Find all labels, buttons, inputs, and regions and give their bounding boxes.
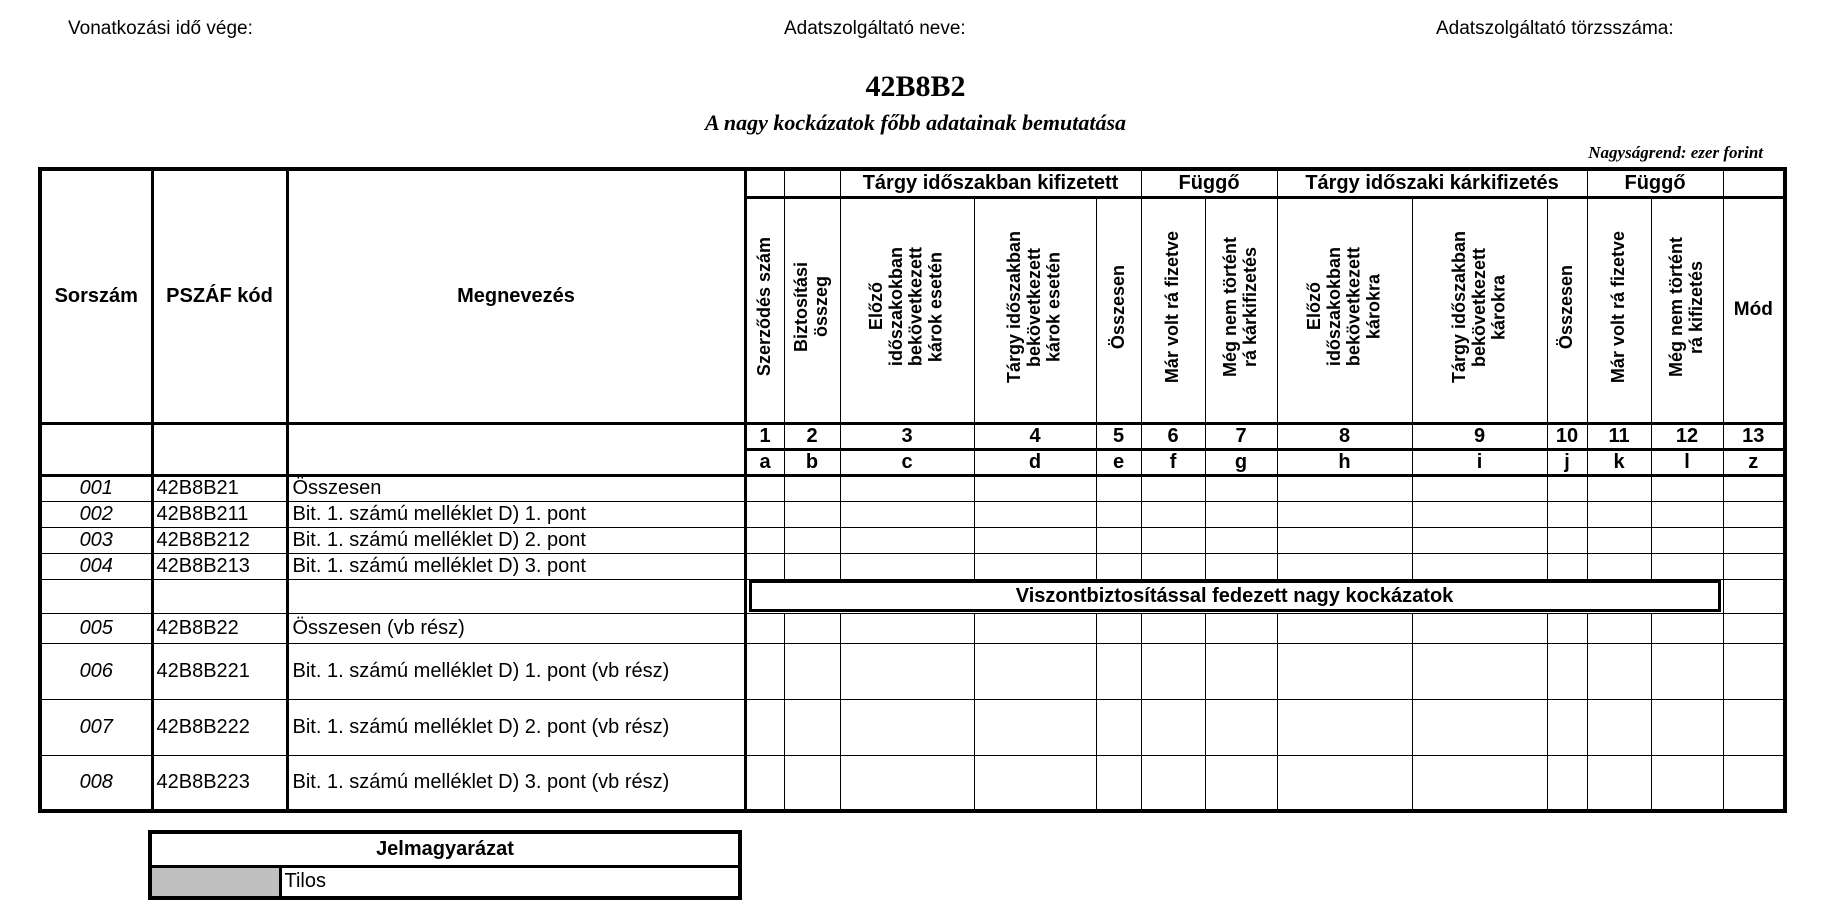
col-letter-3: c (840, 449, 974, 475)
data-cell[interactable] (840, 527, 974, 553)
col-label-12: Még nem történt rá kifizetés (1666, 236, 1707, 377)
col-letter-13: z (1723, 449, 1785, 475)
banner-row (40, 579, 1785, 613)
data-cell[interactable] (1412, 613, 1547, 643)
data-cell[interactable] (1141, 643, 1205, 699)
data-cell[interactable] (1651, 643, 1723, 699)
table-row (40, 475, 1785, 501)
data-cell[interactable] (1205, 643, 1277, 699)
data-cell[interactable] (1096, 613, 1141, 643)
data-cell[interactable] (840, 699, 974, 755)
data-cell[interactable] (1096, 501, 1141, 527)
banner-spacer-megnevezes (287, 579, 745, 613)
data-cell[interactable] (1547, 553, 1587, 579)
col-number-6: 6 (1141, 423, 1205, 449)
data-cell[interactable] (1412, 755, 1547, 811)
data-cell[interactable] (1205, 755, 1277, 811)
data-cell[interactable] (1547, 699, 1587, 755)
data-cell[interactable] (1651, 553, 1723, 579)
data-cell[interactable] (1141, 475, 1205, 501)
spacer-sorszam (40, 423, 152, 475)
data-cell[interactable] (840, 475, 974, 501)
data-cell[interactable] (1141, 501, 1205, 527)
col-number-8: 8 (1277, 423, 1412, 449)
col-number-4: 4 (974, 423, 1096, 449)
data-cell[interactable] (1205, 527, 1277, 553)
data-cell[interactable] (1723, 553, 1785, 579)
col-header-7 (1205, 197, 1277, 423)
header-sorszam: Sorszám (40, 169, 152, 423)
data-cell[interactable] (1723, 501, 1785, 527)
row-pszaf-kod: 42B8B21 (152, 475, 287, 501)
data-cell[interactable] (840, 501, 974, 527)
data-cell[interactable] (1141, 755, 1205, 811)
data-cell[interactable] (1651, 475, 1723, 501)
data-cell[interactable] (745, 527, 784, 553)
col-header-1 (745, 197, 784, 423)
col-header-5 (1096, 197, 1141, 423)
data-cell[interactable] (974, 475, 1096, 501)
col-header-13: Mód (1723, 197, 1785, 423)
col-letter-6: f (1141, 449, 1205, 475)
row-megnevezes: Összesen (vb rész) (287, 613, 745, 643)
provider-id-label: Adatszolgáltató törzsszáma: (1436, 18, 1674, 39)
unit-note: Nagyságrend: ezer forint (1588, 143, 1763, 162)
col-label-7: Még nem történt rá kárkifizetés (1220, 236, 1261, 377)
col-letter-2: b (784, 449, 840, 475)
col-label-5: Összesen (1107, 264, 1128, 350)
data-cell[interactable] (974, 613, 1096, 643)
group-empty-1 (745, 169, 784, 197)
data-cell[interactable] (1277, 553, 1412, 579)
row-sorszam: 007 (40, 699, 152, 755)
group-claims-in-period: Tárgy időszaki kárkifizetés (1277, 169, 1587, 197)
data-cell[interactable] (1096, 643, 1141, 699)
data-cell[interactable] (1547, 613, 1587, 643)
data-cell[interactable] (1547, 643, 1587, 699)
col-label-9: Tárgy időszakban bekövetkezett károkra (1448, 230, 1509, 384)
col-letter-10: j (1547, 449, 1587, 475)
data-cell[interactable] (745, 643, 784, 699)
spacer-megnevezes (287, 423, 745, 475)
data-cell[interactable] (1277, 475, 1412, 501)
data-cell[interactable] (745, 755, 784, 811)
legend-title: Jelmagyarázat (150, 832, 740, 866)
col-number-11: 11 (1587, 423, 1651, 449)
data-cell[interactable] (1723, 527, 1785, 553)
col-number-12: 12 (1651, 423, 1723, 449)
data-cell[interactable] (784, 501, 840, 527)
data-cell[interactable] (1723, 699, 1785, 755)
col-letter-11: k (1587, 449, 1651, 475)
col-letter-9: i (1412, 449, 1547, 475)
col-number-2: 2 (784, 423, 840, 449)
row-pszaf-kod: 42B8B222 (152, 699, 287, 755)
row-pszaf-kod: 42B8B213 (152, 553, 287, 579)
provider-name-label: Adatszolgáltató neve: (784, 18, 966, 39)
row-sorszam: 003 (40, 527, 152, 553)
col-header-2 (784, 197, 840, 423)
data-cell[interactable] (1277, 755, 1412, 811)
col-label-3: Előző időszakokban bekövetkezett károk esetén (866, 247, 946, 367)
data-cell[interactable] (974, 699, 1096, 755)
group-pending-2: Függő (1587, 169, 1723, 197)
row-megnevezes: Bit. 1. számú melléklet D) 1. pont (vb rész) (287, 643, 745, 699)
row-sorszam: 002 (40, 501, 152, 527)
data-cell[interactable] (974, 643, 1096, 699)
data-cell[interactable] (1412, 643, 1547, 699)
data-cell[interactable] (1096, 527, 1141, 553)
col-number-9: 9 (1412, 423, 1547, 449)
row-sorszam: 001 (40, 475, 152, 501)
col-letter-4: d (974, 449, 1096, 475)
data-cell[interactable] (974, 501, 1096, 527)
legend-label-forbidden: Tilos (280, 866, 740, 898)
col-header-8 (1277, 197, 1412, 423)
header-megnevezes: Megnevezés (287, 169, 745, 423)
group-empty-2 (784, 169, 840, 197)
data-cell[interactable] (1587, 613, 1651, 643)
period-end-label: Vonatkozási idő vége: (68, 18, 253, 39)
data-cell[interactable] (1412, 527, 1547, 553)
header-pszaf-kod: PSZÁF kód (152, 169, 287, 423)
table-row (40, 755, 1785, 811)
data-cell[interactable] (1547, 475, 1587, 501)
banner-spacer-pszaf (152, 579, 287, 613)
data-table (38, 167, 1787, 813)
data-cell[interactable] (745, 553, 784, 579)
col-letter-8: h (1277, 449, 1412, 475)
data-cell[interactable] (1096, 699, 1141, 755)
data-cell[interactable] (1277, 613, 1412, 643)
col-label-4: Tárgy időszakban bekövetkezett károk esetén (1004, 230, 1064, 384)
data-cell[interactable] (1096, 475, 1141, 501)
data-cell[interactable] (974, 755, 1096, 811)
data-cell[interactable] (1587, 501, 1651, 527)
data-cell[interactable] (1141, 613, 1205, 643)
row-pszaf-kod: 42B8B223 (152, 755, 287, 811)
banner-cell (745, 579, 1723, 613)
group-header-row (40, 169, 1785, 197)
data-cell[interactable] (840, 613, 974, 643)
group-empty-3 (1723, 169, 1785, 197)
col-header-11 (1587, 197, 1651, 423)
data-cell[interactable] (840, 553, 974, 579)
row-pszaf-kod: 42B8B212 (152, 527, 287, 553)
col-label-10: Összesen (1556, 264, 1577, 350)
col-letter-5: e (1096, 449, 1141, 475)
data-cell[interactable] (1723, 613, 1785, 643)
data-cell[interactable] (1412, 699, 1547, 755)
table-row (40, 553, 1785, 579)
data-cell[interactable] (1587, 527, 1651, 553)
data-cell[interactable] (1723, 643, 1785, 699)
col-label-1: Szerződés szám (754, 237, 775, 377)
data-cell[interactable] (1277, 527, 1412, 553)
row-megnevezes: Bit. 1. számú melléklet D) 3. pont (287, 553, 745, 579)
data-cell[interactable] (1651, 527, 1723, 553)
data-cell[interactable] (840, 643, 974, 699)
data-cell[interactable] (1205, 699, 1277, 755)
data-cell[interactable] (1205, 613, 1277, 643)
row-pszaf-kod: 42B8B22 (152, 613, 287, 643)
data-cell[interactable] (1141, 699, 1205, 755)
data-cell[interactable] (1205, 501, 1277, 527)
data-cell[interactable] (745, 613, 784, 643)
column-number-row (40, 423, 1785, 449)
col-header-6 (1141, 197, 1205, 423)
data-cell[interactable] (784, 755, 840, 811)
row-megnevezes: Bit. 1. számú melléklet D) 1. pont (287, 501, 745, 527)
col-header-3 (840, 197, 974, 423)
table-row (40, 643, 1785, 699)
row-megnevezes: Összesen (287, 475, 745, 501)
col-number-13: 13 (1723, 423, 1785, 449)
row-megnevezes: Bit. 1. számú melléklet D) 2. pont (vb rész) (287, 699, 745, 755)
col-letter-1: a (745, 449, 784, 475)
data-cell[interactable] (840, 755, 974, 811)
row-pszaf-kod: 42B8B211 (152, 501, 287, 527)
reinsurance-banner: Viszontbiztosítással fedezett nagy kockázatok (749, 580, 1721, 612)
data-cell[interactable] (1651, 613, 1723, 643)
form-code: 42B8B2 (865, 70, 966, 103)
data-cell[interactable] (745, 475, 784, 501)
data-cell[interactable] (1277, 501, 1412, 527)
col-label-2: Biztosítási összeg (791, 261, 831, 353)
row-pszaf-kod: 42B8B221 (152, 643, 287, 699)
row-sorszam: 005 (40, 613, 152, 643)
spacer-pszaf (152, 423, 287, 475)
data-cell[interactable] (784, 699, 840, 755)
col-number-10: 10 (1547, 423, 1587, 449)
data-cell[interactable] (1587, 699, 1651, 755)
col-number-7: 7 (1205, 423, 1277, 449)
data-cell[interactable] (1205, 475, 1277, 501)
col-label-6: Már volt rá fizetve (1162, 230, 1183, 384)
data-cell[interactable] (784, 527, 840, 553)
data-cell[interactable] (784, 643, 840, 699)
data-cell[interactable] (1141, 527, 1205, 553)
data-cell[interactable] (745, 501, 784, 527)
col-letter-12: l (1651, 449, 1723, 475)
data-cell[interactable] (784, 613, 840, 643)
data-cell[interactable] (974, 553, 1096, 579)
data-cell[interactable] (1412, 553, 1547, 579)
data-cell[interactable] (784, 475, 840, 501)
data-cell[interactable] (1277, 699, 1412, 755)
row-sorszam: 006 (40, 643, 152, 699)
data-cell[interactable] (1651, 755, 1723, 811)
col-letter-7: g (1205, 449, 1277, 475)
col-number-5: 5 (1096, 423, 1141, 449)
row-sorszam: 008 (40, 755, 152, 811)
table-row (40, 527, 1785, 553)
col-header-4 (974, 197, 1096, 423)
legend-swatch-forbidden (150, 866, 280, 898)
col-header-10 (1547, 197, 1587, 423)
col-number-3: 3 (840, 423, 974, 449)
row-megnevezes: Bit. 1. számú melléklet D) 3. pont (vb rész) (287, 755, 745, 811)
col-number-1: 1 (745, 423, 784, 449)
row-sorszam: 004 (40, 553, 152, 579)
col-header-9 (1412, 197, 1547, 423)
form-subtitle: A nagy kockázatok főbb adatainak bemutatása (704, 110, 1127, 135)
data-cell[interactable] (1723, 475, 1785, 501)
data-cell[interactable] (1205, 553, 1277, 579)
data-cell[interactable] (1651, 699, 1723, 755)
table-row (40, 501, 1785, 527)
data-cell[interactable] (974, 527, 1096, 553)
data-cell[interactable] (1587, 643, 1651, 699)
data-cell[interactable] (1547, 755, 1587, 811)
data-cell[interactable] (1723, 755, 1785, 811)
data-cell[interactable] (1277, 643, 1412, 699)
data-cell[interactable] (1096, 553, 1141, 579)
banner-spacer-mod (1723, 579, 1785, 613)
data-cell[interactable] (784, 553, 840, 579)
col-label-8: Előző időszakokban bekövetkezett károkra (1303, 247, 1384, 367)
data-cell[interactable] (1412, 475, 1547, 501)
group-paid-in-period: Tárgy időszakban kifizetett (840, 169, 1141, 197)
data-cell[interactable] (1587, 553, 1651, 579)
data-cell[interactable] (1651, 501, 1723, 527)
data-cell[interactable] (1587, 475, 1651, 501)
col-header-12 (1651, 197, 1723, 423)
table-row (40, 613, 1785, 643)
row-megnevezes: Bit. 1. számú melléklet D) 2. pont (287, 527, 745, 553)
table-row (40, 699, 1785, 755)
banner-spacer-sorszam (40, 579, 152, 613)
data-cell[interactable] (745, 699, 784, 755)
legend-table (148, 830, 742, 900)
data-cell[interactable] (1141, 553, 1205, 579)
group-pending-1: Függő (1141, 169, 1277, 197)
data-cell[interactable] (1547, 527, 1587, 553)
data-cell[interactable] (1587, 755, 1651, 811)
col-label-11: Már volt rá fizetve (1608, 230, 1629, 384)
data-cell[interactable] (1412, 501, 1547, 527)
data-cell[interactable] (1096, 755, 1141, 811)
data-cell[interactable] (1547, 501, 1587, 527)
